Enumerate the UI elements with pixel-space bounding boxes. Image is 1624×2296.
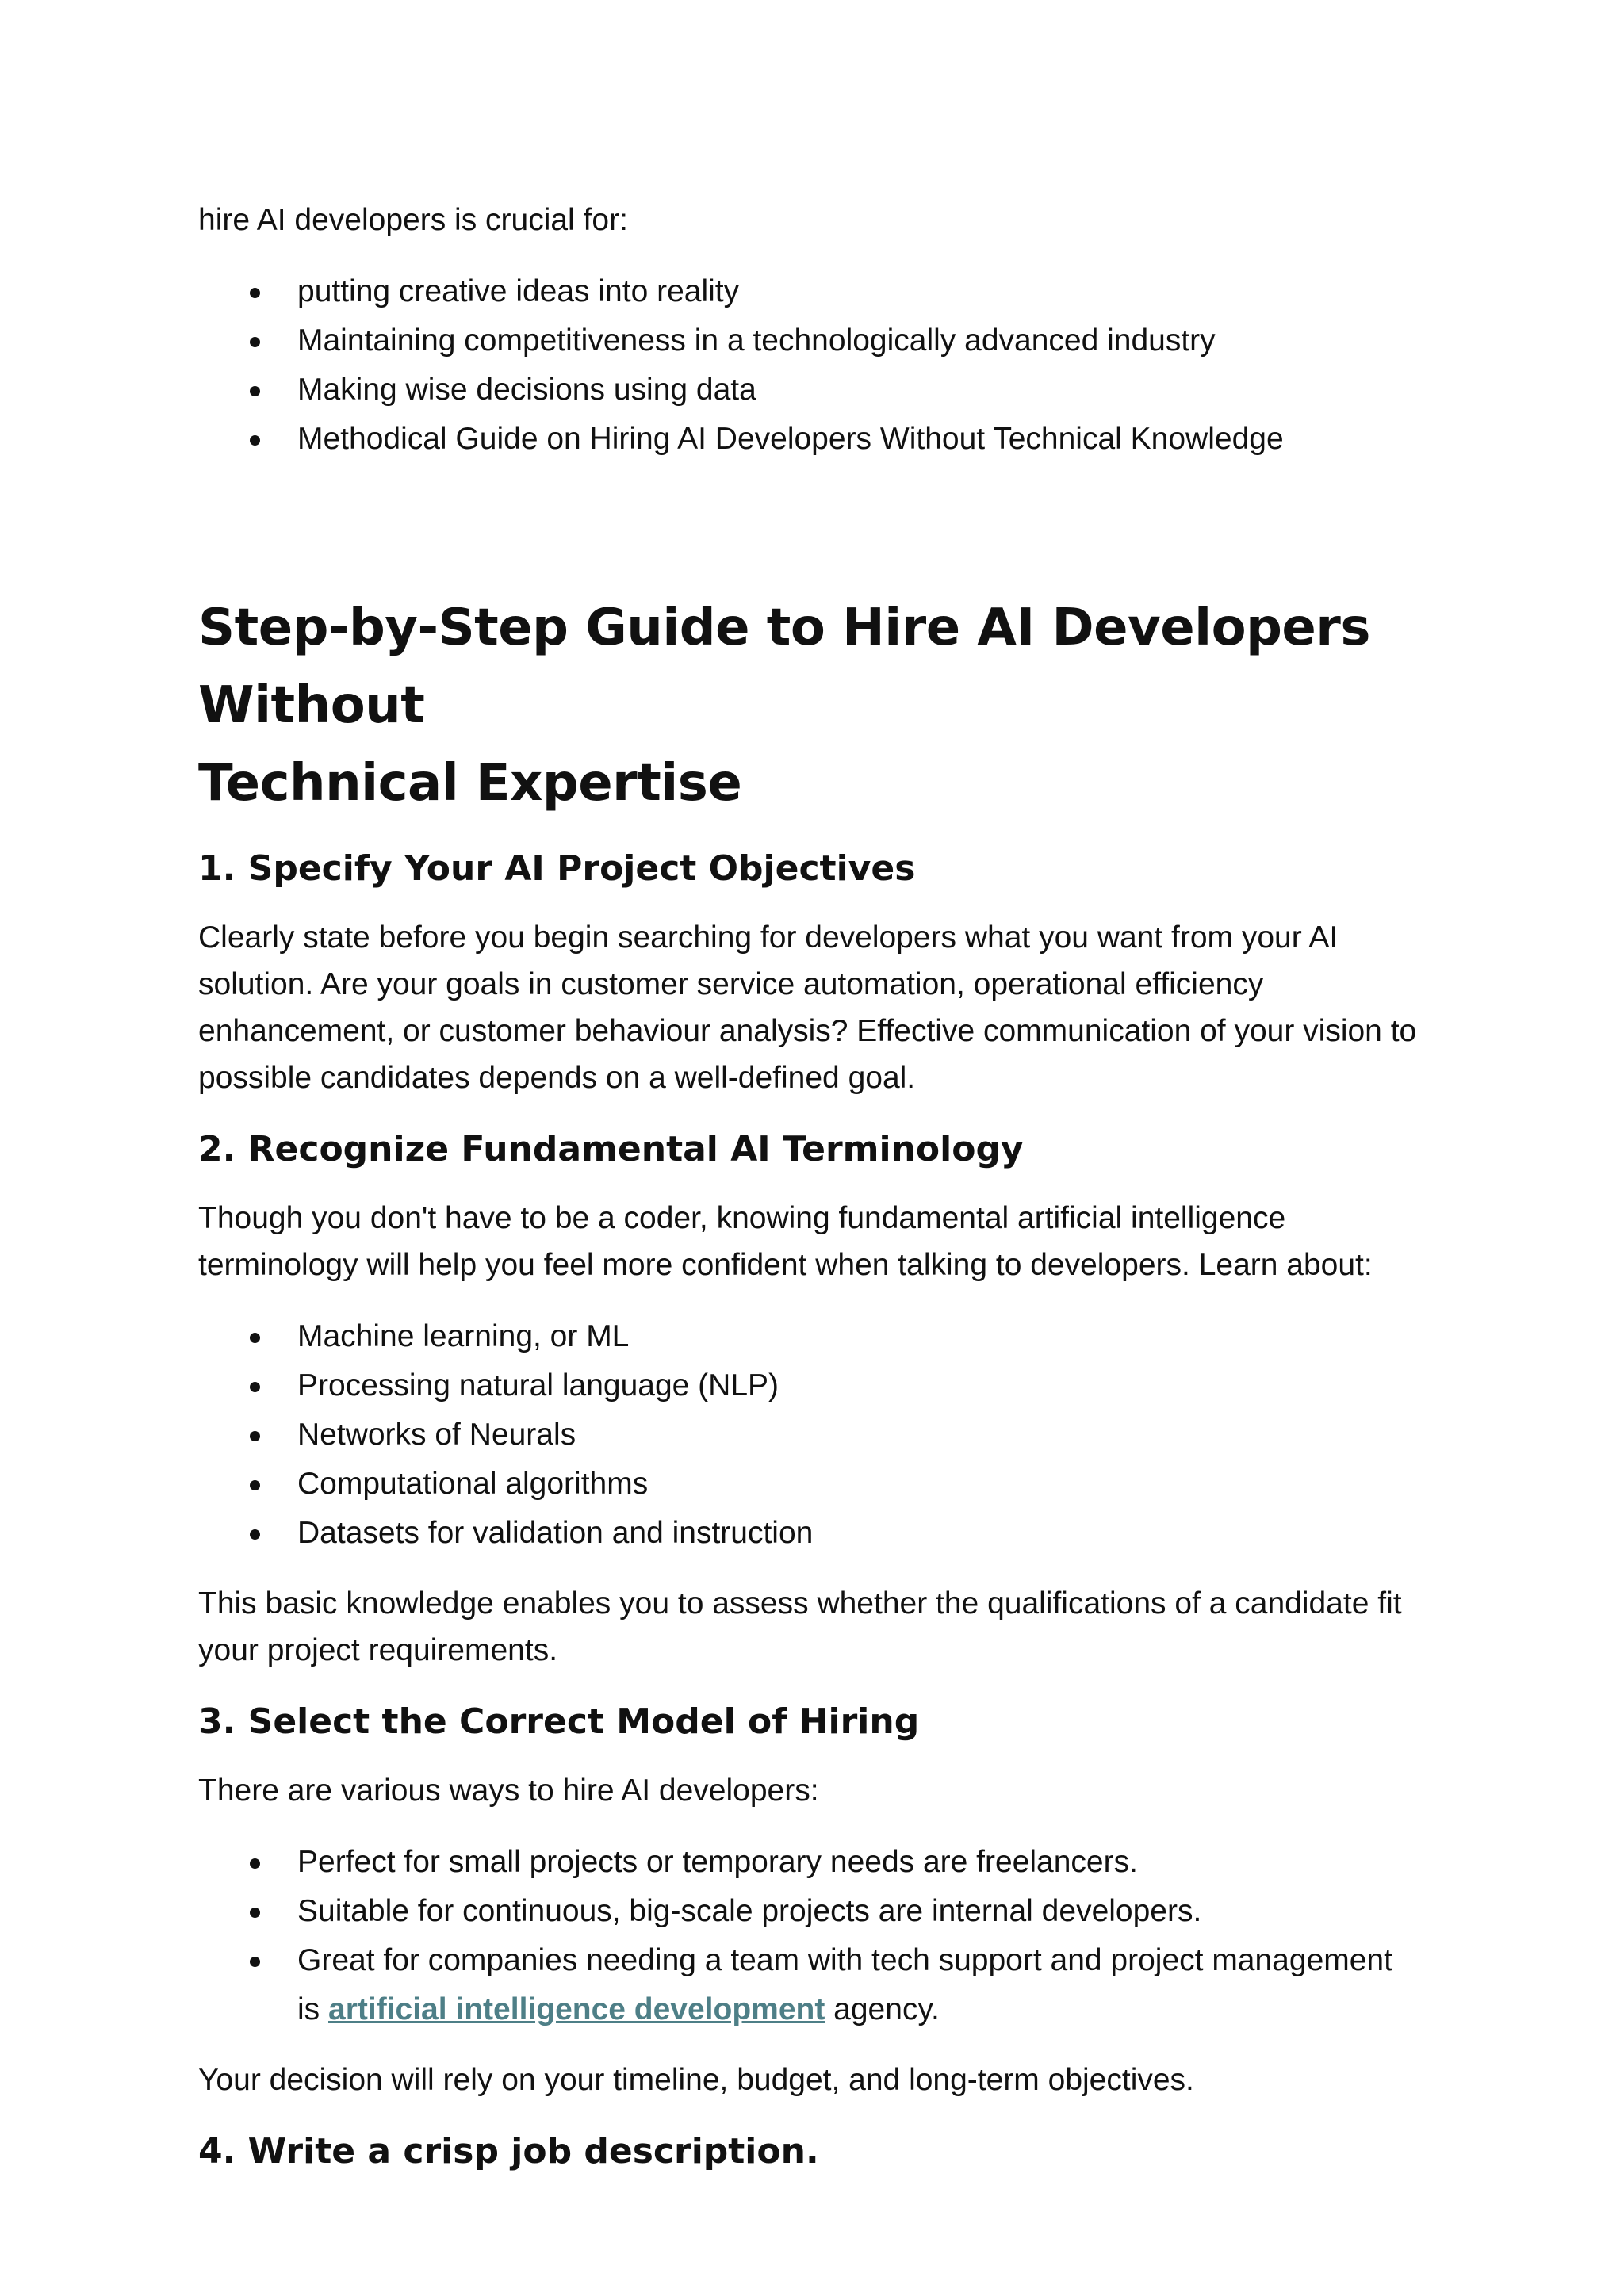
list-item-text: putting creative ideas into reality — [297, 274, 740, 308]
section-3-lead: There are various ways to hire AI developers: — [198, 1774, 819, 1808]
section-1-heading: 1. Specify Your AI Project Objectives — [198, 848, 916, 889]
bullet-icon — [250, 1431, 260, 1441]
list-item-text: Perfect for small projects or temporary needs are freelancers. — [297, 1845, 1138, 1879]
list-item — [198, 1361, 1442, 1410]
list-item-text: Machine learning, or ML — [297, 1319, 630, 1353]
section-3-heading: 3. Select the Correct Model of Hiring — [198, 1701, 920, 1742]
list-item-suffix: agency. — [825, 1992, 940, 2026]
bullet-icon — [250, 1858, 260, 1869]
section-2-heading: 2. Recognize Fundamental AI Terminology — [198, 1129, 1024, 1169]
bullet-icon — [250, 1333, 260, 1343]
list-item — [198, 316, 1442, 365]
bullet-icon — [250, 1480, 260, 1490]
bullet-icon — [250, 1908, 260, 1918]
ai-terminology-list — [198, 1312, 1442, 1558]
list-item-text: Suitable for continuous, big-scale projects are internal developers. — [297, 1894, 1202, 1928]
bullet-icon — [250, 386, 260, 396]
list-item — [198, 1460, 1442, 1509]
section-2-paragraph: Though you don't have to be a coder, knowing fundamental artificial intelligence terminology will help you feel more confident when talking to developers. Learn about: — [198, 1201, 1373, 1282]
list-item-text: Great for companies needing a team with tech support and project management — [297, 1943, 1392, 1977]
page-title-line-1: Step-by-Step Guide to Hire AI Developers Without — [198, 599, 1370, 735]
ai-development-link[interactable]: artificial intelligence development — [328, 1992, 825, 2026]
list-item — [198, 365, 1442, 415]
intro-bullet-list — [198, 267, 1442, 464]
list-item — [198, 1838, 1442, 1887]
bullet-icon — [250, 288, 260, 298]
list-item-text-continued — [297, 1985, 1442, 2034]
list-item — [198, 1509, 1442, 1558]
list-item — [198, 1887, 1442, 1936]
list-item — [198, 1410, 1442, 1460]
section-1-paragraph: Clearly state before you begin searching for developers what you want from your AI solution. Are your goals in customer service automation, operational efficiency enhancement, or customer behaviour analysis? Effective communication of your vision to possible candidates depends on a well-defined goal. — [198, 920, 1417, 1095]
bullet-icon — [250, 435, 260, 446]
page-title-line-2: Technical Expertise — [198, 754, 742, 813]
bullet-icon — [250, 1529, 260, 1540]
bullet-icon — [250, 1957, 260, 1967]
hiring-model-list — [198, 1838, 1442, 2034]
bullet-icon — [250, 1382, 260, 1392]
intro-lead: hire AI developers is crucial for: — [198, 203, 628, 237]
list-item-prefix: is — [297, 1992, 328, 2026]
list-item — [198, 267, 1442, 316]
section-4-heading: 4. Write a crisp job description. — [198, 2131, 819, 2172]
list-item-text: Maintaining competitiveness in a technologically advanced industry — [297, 323, 1216, 358]
list-item-text: Making wise decisions using data — [297, 373, 756, 407]
list-item-text: Computational algorithms — [297, 1467, 649, 1501]
list-item-text: Methodical Guide on Hiring AI Developers Without Technical Knowledge — [297, 422, 1284, 456]
list-item-text: Datasets for validation and instruction — [297, 1516, 814, 1550]
section-2-closing: This basic knowledge enables you to assess whether the qualifications of a candidate fit your project requirements. — [198, 1586, 1402, 1667]
list-item-text: Networks of Neurals — [297, 1418, 576, 1452]
list-item — [198, 1312, 1442, 1361]
section-3-closing: Your decision will rely on your timeline, budget, and long-term objectives. — [198, 2063, 1194, 2097]
list-item-text: Processing natural language (NLP) — [297, 1368, 779, 1402]
page-title — [198, 589, 1442, 822]
bullet-icon — [250, 337, 260, 347]
list-item — [198, 1936, 1442, 2034]
list-item — [198, 415, 1442, 464]
